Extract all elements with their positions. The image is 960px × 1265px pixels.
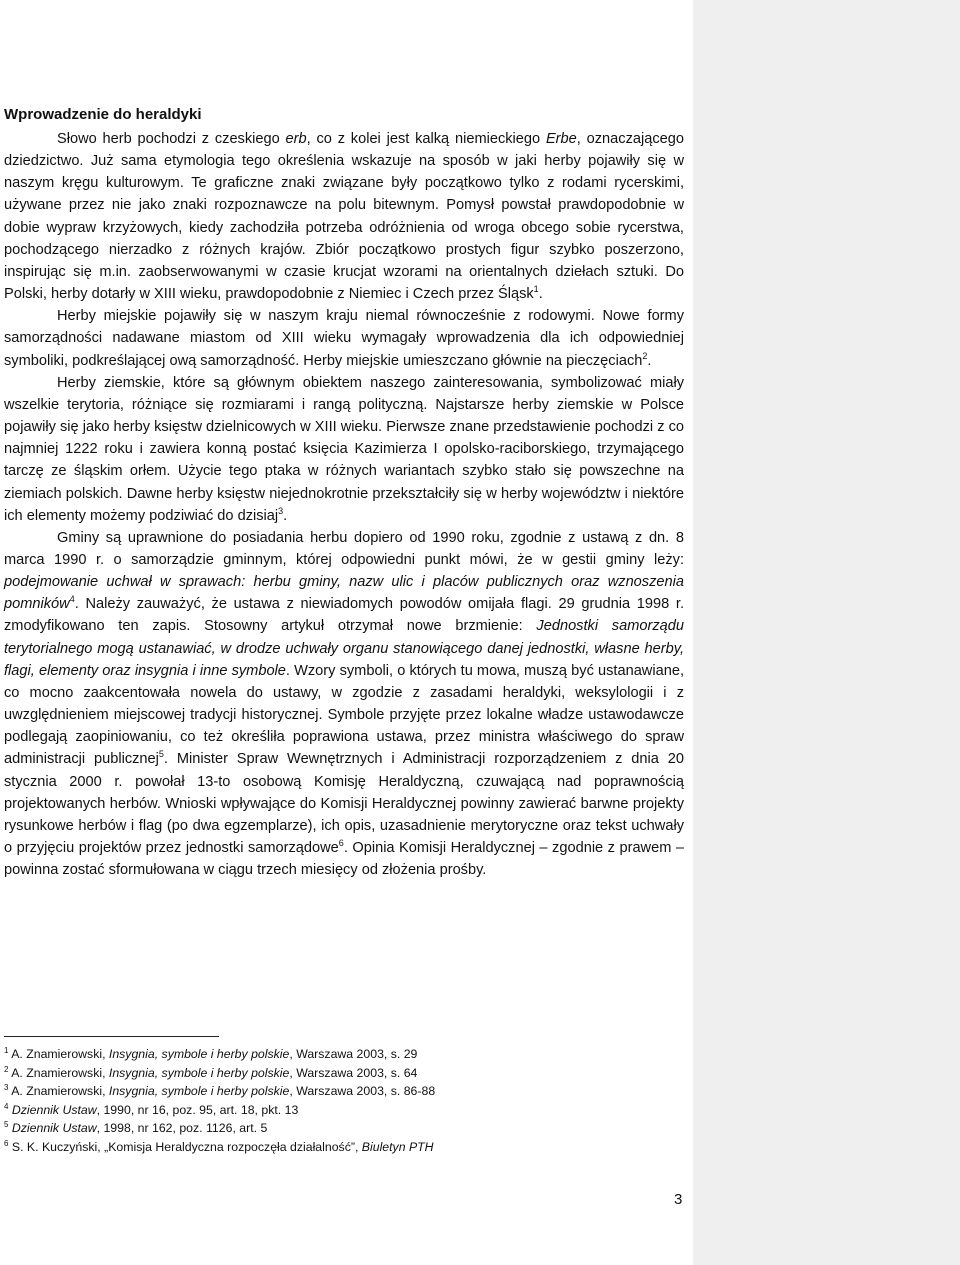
text-run: . Wzory symboli, o których tu mowa, muszą być ustanawiane, co mocno zaakcentowała nowela do ustawy, w zgodzie z zasadami heraldyki, weksylologii i z uwzględnieniem miejscowej tradycji historycznej. Symbole przyjęte przez lokalne władze ustawodawcze podlegają zaopiniowaniu, co też określiła poprawiona ustawa, przez ministra właściwego do spraw administracji publicznej [4,662,684,768]
footnote-ref: 4 [4,1101,9,1111]
paragraph [4,128,684,305]
footnote-ref: 6 [4,1138,9,1148]
italic-text: podejmowanie uchwał w sprawach: herbu gminy, nazw ulic i placów publicznych oraz wznoszenia pomników [4,574,684,613]
italic-text: Jednostki samorządu terytorialnego mogą ustanawiać, w drodze uchwały organu stanowiącego danej jednostki, własne herby, flagi, elementy oraz insygnia i inne symbole [4,618,684,679]
italic-text: Insygnia, symbole i herby polskie [108,1047,290,1061]
footnote-ref: 3 [278,505,284,516]
footnote-ref: 4 [69,594,75,605]
footnote-ref: 3 [4,1082,9,1092]
text-run: . [283,507,288,524]
italic-text: Erbe [545,131,577,147]
italic-text: Biuletyn PTH [361,1139,434,1154]
text-run: . [538,286,543,303]
text-run: , co z kolei jest kalką niemieckiego [306,131,546,147]
footnote-ref: 1 [533,284,539,295]
footnote [4,1064,684,1083]
page-number: 3 [674,1191,683,1208]
footnote [4,1119,684,1138]
paragraph [4,305,684,371]
footnote-ref: 2 [4,1064,9,1074]
italic-text: erb [285,131,307,147]
italic-text: Insygnia, symbole i herby polskie [108,1065,290,1080]
footnote [4,1138,684,1157]
text-run: A. Znamierowski, [8,1065,109,1080]
footnote [4,1101,684,1120]
italic-text: Insygnia, symbole i herby polskie [108,1084,290,1098]
document-page [4,104,684,881]
body-text [4,128,684,881]
text-run: , oznaczającego dziedzictwo. Już sama etymologia tego określenia wskazuje na sposób w jaki herby pojawiły się w naszym kręgu kulturowym. Te graficzne znaki związane były początkowo tylko z rodami rycerskimi, używane przez nie jako znaki rozpoznawcze na polu bitewnym. Pomysł powstał prawdopodobnie w dobie wypraw krzyżowych, kiedy zachodziła potrzeba odróżnienia od wroga obcego sobie rycerstwa, pochodzącego nierzadko z różnych krajów. Zbiór początkowo prostych figur szybko poszerzono, inspirując się m.in. zaobserwowanymi w czasie krucjat wzorami na orientalnych dziełach sztuki. Do Polski, herby dotarły w XIII wieku, prawdopodobnie z Niemiec i Czech przez Śląsk [4,131,684,303]
text-run: . [647,352,652,369]
margin-panel [693,0,960,1265]
text-run: Słowo herb pochodzi z czeskiego [57,131,286,147]
text-run: , Warszawa 2003, s. 86-88 [289,1084,436,1098]
text-run: Herby miejskie pojawiły się w naszym kraju niemal równocześnie z rodowymi. Nowe formy samorządności nadawane miastom od XIII wieku wymagały wprowadzenia dla ich odpowiedniej symboliki, podkreślającej ową samorządność. Herby miejskie umieszczano głównie na pieczęciach [4,308,684,369]
footnote-separator [4,1036,219,1037]
text-run: , 1990, nr 16, poz. 95, art. 18, pkt. 13 [96,1102,299,1117]
footnote-ref: 5 [4,1119,9,1129]
footnote-ref: 1 [4,1045,9,1055]
text-run: S. K. Kuczyński, „Komisja Heraldyczna rozpoczęła działalność”, [8,1139,362,1154]
text-run: . Minister Spraw Wewnętrznych i Administracji rozporządzeniem z dnia 20 stycznia 2000 r. powołał 13-to osobową Komisję Heraldyczną, czuwającą nad poprawnością projektowanych herbów. Wnioski wpływające do Komisji Heraldycznej powinny zawierać barwne projekty rysunkowe herbów i flag (po dwa egzemplarze), ich opis, uzasadnienie merytoryczne oraz tekst uchwały o przyjęciu projektów przez jednostki samorządowe [4,751,684,856]
italic-text: Dziennik Ustaw [11,1102,97,1117]
text-run: . Opinia Komisji Heraldycznej – zgodnie z prawem – powinna zostać sformułowana w ciągu trzech miesięcy od złożenia prośby. [4,840,684,879]
paragraph [4,372,684,527]
footnote [4,1082,684,1101]
text-run: Gminy są uprawnione do posiadania herbu dopiero od 1990 roku, zgodnie z ustawą z dn. 8 marca 1990 r. o samorządzie gminnym, której odpowiedni punkt mówi, że w gestii gminy leży: [4,529,684,568]
footnote-ref: 5 [158,749,164,760]
footnotes [4,1045,684,1156]
text-run: , Warszawa 2003, s. 29 [289,1047,418,1061]
text-run: Herby ziemskie, które są głównym obiektem naszego zainteresowania, symbolizować miały wszelkie terytoria, różniące się rozmiarami i rangą polityczną. Najstarsze herby ziemskie w Polsce pojawiły się jako herby księstw dzielnicowych w XIII wieku. Pierwsze znane przedstawienie pochodzi z co najmniej 1222 roku i zawiera konną postać księcia Kazimierza I opolsko-raciborskiego, trzymającego tarczę ze śląskim orłem. Użycie tego ptaka w różnych wariantach szybko stało się powszechne na ziemiach polskich. Dawne herby księstw niejednokrotnie przekształciły się w herby województw i niektóre ich elementy możemy podziwiać do dzisiaj [4,374,684,524]
section-heading: Wprowadzenie do heraldyki [4,106,202,123]
text-run: . Należy zauważyć, że ustawa z niewiadomych powodów omijała flagi. 29 grudnia 1998 r. zmodyfikowano ten zapis. Stosowny artykuł otrzymał nowe brzmienie: [4,596,684,635]
text-run: , 1998, nr 162, poz. 1126, art. 5 [96,1121,268,1135]
paragraph [4,527,684,882]
footnote-ref: 6 [338,838,344,849]
italic-text: Dziennik Ustaw [11,1121,97,1135]
footnote-ref: 2 [642,350,648,361]
text-run: A. Znamierowski, [8,1084,109,1098]
text-run: , Warszawa 2003, s. 64 [289,1065,418,1080]
text-run: A. Znamierowski, [8,1047,109,1061]
footnote [4,1045,684,1064]
